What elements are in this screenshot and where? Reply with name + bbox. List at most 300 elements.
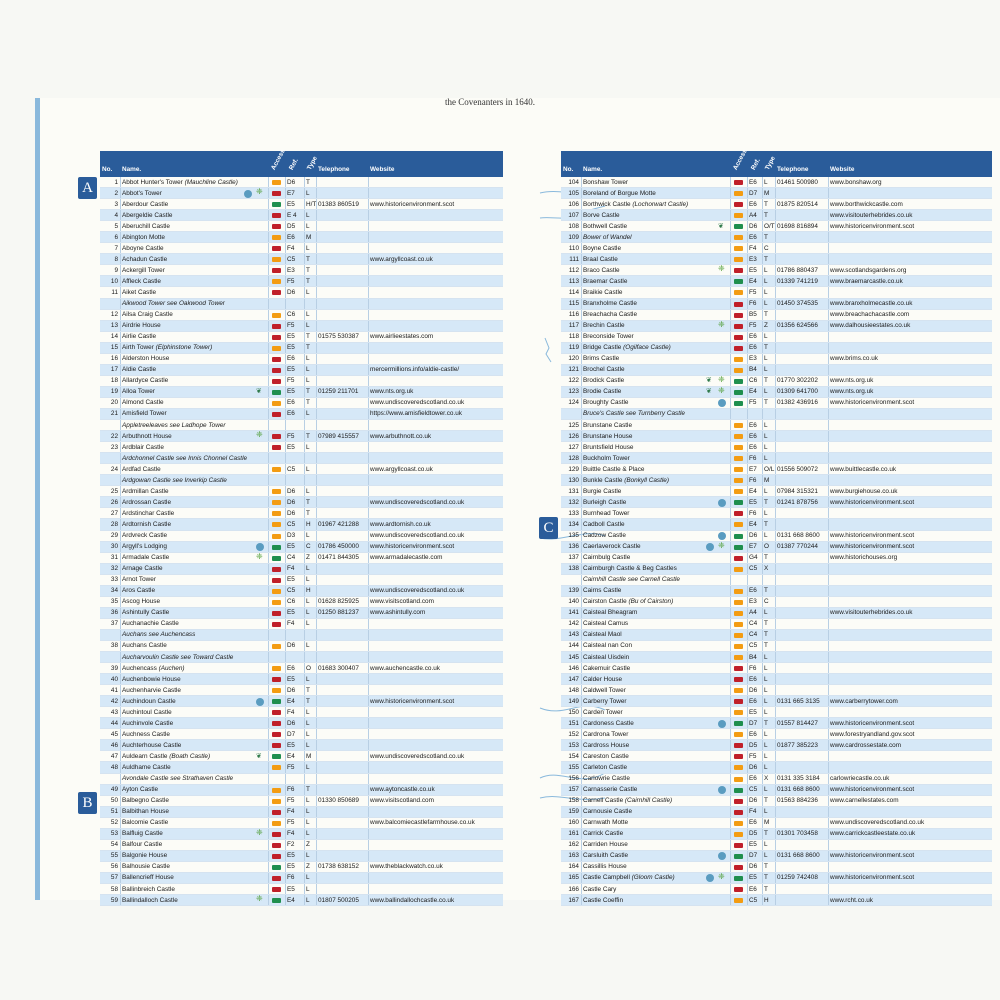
access-indicator (272, 235, 281, 240)
table-row (100, 321, 503, 332)
column-divider (304, 276, 305, 286)
column-divider (730, 762, 731, 772)
column-divider (120, 751, 121, 761)
castle-type: L (764, 675, 768, 683)
website-link[interactable]: www.historicenvironment.scot (370, 697, 455, 705)
map-ref: E5 (287, 576, 295, 584)
website-link[interactable]: www.undiscoveredscotland.co.uk (370, 752, 465, 760)
table-row (561, 740, 992, 751)
row-number: 150 (568, 708, 579, 716)
column-divider (368, 597, 369, 607)
website-link[interactable]: www.visitscotland.com (370, 598, 434, 606)
castle-alt-name: (Auchen) (158, 664, 185, 672)
column-divider (828, 729, 829, 739)
website-link[interactable]: www.arbuthnott.co.uk (370, 432, 432, 440)
column-divider (581, 508, 582, 518)
website-link[interactable]: www.visitscotland.com (370, 797, 434, 805)
website-link[interactable]: www.historicenvironment.scot (830, 852, 915, 860)
map-ref: F5 (749, 322, 757, 330)
castle-name (583, 488, 728, 497)
castle-type: L (306, 598, 310, 606)
column-divider (762, 210, 763, 220)
row-number: 24 (110, 465, 118, 473)
castle-name (583, 201, 728, 210)
website-link[interactable]: www.carrickcastleestate.co.uk (830, 830, 916, 838)
telephone: 01557 814427 (777, 719, 818, 727)
column-divider (747, 210, 748, 220)
table-row (100, 365, 503, 376)
table-row (100, 310, 503, 321)
castle-name (122, 819, 266, 828)
map-ref: F5 (749, 399, 757, 407)
website-link[interactable]: www.argyllcoast.co.uk (370, 465, 433, 473)
row-number: 145 (568, 653, 579, 661)
castle-name-text: Amisfield Tower (122, 410, 167, 418)
castle-type: T (764, 399, 768, 407)
column-divider (775, 740, 776, 750)
column-divider (368, 442, 369, 452)
castle-alt-name: (Elphinstone Tower) (155, 344, 213, 352)
column-divider (747, 840, 748, 850)
column-divider (316, 431, 317, 441)
castle-type: L (764, 432, 768, 440)
column-divider (304, 696, 305, 706)
column-divider (304, 210, 305, 220)
column-divider (775, 851, 776, 861)
map-ref: F5 (287, 819, 295, 827)
column-divider (775, 354, 776, 364)
website-link[interactable]: www.visitouterhebrides.co.uk (830, 609, 913, 617)
map-ref: E4 (287, 896, 295, 904)
telephone: 01450 374535 (777, 300, 818, 308)
table-row (100, 254, 503, 265)
table-row (100, 287, 503, 298)
table-row (561, 707, 992, 718)
row-number: 22 (110, 432, 118, 440)
castle-type: L (764, 653, 768, 661)
column-divider (304, 420, 305, 430)
column-divider (120, 210, 121, 220)
castle-name (122, 543, 266, 552)
column-divider (120, 740, 121, 750)
header-website: Website (830, 166, 855, 173)
castle-alt-name: Ardgowan Castle see Inverkip Castle (122, 476, 227, 484)
website-link[interactable]: www.visitouterhebrides.co.uk (830, 211, 913, 219)
column-divider (285, 862, 286, 872)
website-link[interactable]: www.burgiehouse.co.uk (830, 487, 898, 495)
column-divider (581, 442, 582, 452)
row-number: 10 (110, 277, 118, 285)
table-row (100, 354, 503, 365)
castle-type: T (306, 333, 310, 341)
table-row (561, 254, 992, 265)
column-divider (304, 674, 305, 684)
map-ref: C6 (749, 377, 758, 385)
castle-name (583, 355, 728, 364)
castle-type: T (764, 587, 768, 595)
column-divider (304, 663, 305, 673)
castle-type: L (306, 222, 310, 230)
row-number: 130 (568, 476, 579, 484)
website-link[interactable]: www.borthwickcastle.com (830, 200, 903, 208)
website-link[interactable]: www.braemarcastle.co.uk (830, 277, 903, 285)
row-number: 135 (568, 532, 579, 539)
row-number: 13 (110, 322, 118, 330)
column-divider (368, 210, 369, 220)
column-divider (268, 442, 269, 452)
column-divider (828, 652, 829, 662)
website-link[interactable]: www.cardrossestate.com (830, 741, 902, 749)
castle-name-text: Alloa Tower (122, 388, 155, 396)
column-divider (285, 398, 286, 408)
column-divider (316, 299, 317, 309)
column-divider (268, 287, 269, 297)
column-divider (285, 365, 286, 375)
column-divider (368, 254, 369, 264)
row-number: 33 (110, 576, 118, 584)
column-divider (268, 420, 269, 430)
website-link[interactable]: www.historicenvironment.scot (830, 874, 915, 882)
row-number: 138 (568, 565, 579, 573)
website-link[interactable]: www.undiscoveredscotland.co.uk (370, 532, 465, 539)
column-divider (581, 343, 582, 353)
access-indicator (272, 688, 281, 693)
castle-type: L (306, 620, 310, 628)
website-link[interactable]: www.nts.org.uk (830, 388, 874, 396)
map-ref: F5 (287, 277, 295, 285)
castle-name-text: Aiket Castle (122, 288, 157, 296)
column-divider (120, 276, 121, 286)
row-number: 142 (568, 620, 579, 628)
column-divider (775, 442, 776, 452)
table-row (100, 542, 503, 553)
access-indicator (734, 511, 743, 516)
column-divider (828, 619, 829, 629)
column-divider (285, 840, 286, 850)
column-divider (120, 862, 121, 872)
column-divider (285, 564, 286, 574)
castle-name-text: Auchterhouse Castle (122, 741, 182, 749)
website-link[interactable]: www.undiscoveredscotland.co.uk (370, 498, 465, 506)
website-link[interactable]: www.historicenvironment.scot (830, 543, 915, 551)
castle-type: L (764, 763, 768, 771)
column-divider (828, 829, 829, 839)
column-divider (285, 475, 286, 485)
column-divider (285, 762, 286, 772)
website-link[interactable]: www.rcht.co.uk (830, 896, 873, 904)
row-number: 31 (110, 554, 118, 562)
access-indicator (272, 279, 281, 284)
column-divider (762, 707, 763, 717)
column-divider (762, 254, 763, 264)
column-divider (747, 519, 748, 529)
column-divider (268, 762, 269, 772)
castle-name (122, 863, 266, 872)
castle-alt-name: Bruce's Castle see Turnberry Castle (583, 410, 685, 418)
column-divider (285, 254, 286, 264)
castle-name-text: Braemar Castle (583, 277, 628, 285)
website-link[interactable]: www.brims.co.uk (830, 355, 878, 363)
website-link[interactable]: www.historicenvironment.scot (830, 719, 915, 727)
column-divider (828, 641, 829, 651)
row-number: 167 (568, 896, 579, 904)
map-ref: C5 (749, 565, 758, 573)
column-divider (304, 376, 305, 386)
column-divider (775, 729, 776, 739)
website-link[interactable]: www.ardtornish.co.uk (370, 520, 431, 528)
row-number: 106 (568, 200, 579, 208)
column-divider (747, 387, 748, 397)
column-divider (581, 409, 582, 419)
telephone: 01563 884236 (777, 797, 818, 805)
column-divider (304, 851, 305, 861)
castle-type: L (306, 366, 310, 374)
castle-name-text: Breconside Tower (583, 333, 634, 341)
column-divider (316, 597, 317, 607)
website-link[interactable]: www.historicenvironment.scot (370, 200, 455, 208)
map-ref: F4 (749, 244, 757, 252)
castle-name-text: Auchanachie Castle (122, 620, 179, 628)
column-divider (775, 365, 776, 375)
castle-name-text: Aros Castle (122, 587, 156, 595)
column-divider (316, 254, 317, 264)
website-link[interactable]: www.scotlandsgardens.org (830, 266, 907, 274)
castle-type: T (306, 178, 310, 186)
column-divider (775, 276, 776, 286)
website-link[interactable]: www.ballindallochcastle.co.uk (370, 896, 455, 904)
website-link[interactable]: www.nts.org.uk (830, 377, 874, 385)
map-ref: B5 (749, 311, 757, 319)
website-link[interactable]: www.historichouses.org (830, 554, 898, 562)
green-flower-icon: ❈ (718, 540, 725, 550)
column-divider (828, 630, 829, 640)
website-link[interactable]: www.undiscoveredscotland.co.uk (830, 819, 925, 827)
access-indicator (734, 688, 743, 693)
website-link[interactable]: www.historicenvironment.scot (830, 222, 915, 230)
column-divider (285, 486, 286, 496)
map-ref: F5 (749, 752, 757, 760)
column-divider (285, 310, 286, 320)
column-divider (581, 685, 582, 695)
map-ref: B4 (749, 366, 757, 374)
castle-type: T (764, 830, 768, 838)
website-link[interactable]: www.historicenvironment.scot (830, 532, 915, 539)
castle-type: T (764, 211, 768, 219)
column-divider (268, 276, 269, 286)
website-link[interactable]: www.forestryandland.gov.scot (830, 730, 915, 738)
website-link[interactable]: www.auchencastle.co.uk (370, 664, 440, 672)
column-divider (268, 619, 269, 629)
website-link[interactable]: www.ashintully.com (370, 609, 426, 617)
website-link[interactable]: www.armadalecastle.com (370, 554, 443, 562)
column-divider (285, 221, 286, 231)
website-link[interactable]: www.branxholmecastle.co.uk (830, 300, 913, 308)
castle-name-text: Branxholme Castle (583, 300, 637, 308)
column-divider (368, 762, 369, 772)
castle-name (122, 477, 266, 486)
column-divider (581, 696, 582, 706)
column-divider (762, 884, 763, 894)
column-divider (730, 862, 731, 872)
website-link[interactable]: www.undiscoveredscotland.co.uk (370, 399, 465, 407)
castle-type: L (306, 443, 310, 451)
column-divider (730, 475, 731, 485)
castle-alt-name: (Bonkyll Castle) (624, 476, 669, 484)
castle-name-text: Borve Castle (583, 211, 620, 219)
castle-name-text: Braco Castle (583, 266, 620, 274)
column-divider (762, 862, 763, 872)
row-number: 21 (110, 410, 118, 418)
castle-name (583, 399, 728, 408)
column-divider (747, 265, 748, 275)
column-divider (747, 597, 748, 607)
map-ref: C5 (287, 255, 296, 263)
column-divider (368, 276, 369, 286)
row-number: 146 (568, 664, 579, 672)
column-divider (581, 199, 582, 209)
castle-name-text: Boyne Castle (583, 244, 622, 252)
table-row (561, 873, 992, 884)
column-divider (828, 840, 829, 850)
column-divider (828, 409, 829, 419)
website-link[interactable]: www.historicenvironment.scot (830, 399, 915, 407)
website-link[interactable]: www.bonshaw.org (830, 178, 882, 186)
website-link[interactable]: carlowriecastle.co.uk (830, 775, 890, 783)
column-divider (581, 740, 582, 750)
column-divider (120, 707, 121, 717)
website-link[interactable]: www.aytoncastle.co.uk (370, 786, 435, 794)
castle-type: L (306, 675, 310, 683)
website-link[interactable]: www.historicenvironment.scot (830, 786, 915, 794)
map-ref: E5 (287, 333, 295, 341)
column-divider (285, 542, 286, 552)
castle-name (583, 344, 728, 353)
castle-alt-name: Avondale Castle see Strathaven Castle (122, 775, 234, 783)
website-link[interactable]: www.airlieestates.com (370, 333, 434, 341)
castle-type: L (764, 355, 768, 363)
column-divider (285, 243, 286, 253)
column-divider (304, 453, 305, 463)
column-divider (747, 873, 748, 883)
castle-name (122, 289, 266, 298)
map-ref: D7 (287, 730, 296, 738)
website-link[interactable]: www.theblackwatch.co.uk (370, 863, 443, 871)
column-divider (120, 332, 121, 342)
column-divider (316, 310, 317, 320)
website-link[interactable]: www.undiscoveredscotland.co.uk (370, 587, 465, 595)
access-indicator (272, 589, 281, 594)
map-ref: F5 (749, 288, 757, 296)
column-divider (828, 431, 829, 441)
table-row (561, 431, 992, 442)
website-link[interactable]: www.balcomiecastlefarmhouse.co.uk (370, 819, 475, 827)
column-divider (730, 542, 731, 552)
column-divider (828, 575, 829, 585)
website-link[interactable]: www.historicenvironment.scot (830, 498, 915, 506)
column-divider (316, 409, 317, 419)
website-link[interactable]: www.carnellestates.com (830, 797, 899, 805)
green-flower-icon: ❈ (256, 430, 263, 440)
table-row (100, 829, 503, 840)
column-divider (747, 376, 748, 386)
column-divider (775, 453, 776, 463)
row-number: 27 (110, 509, 118, 517)
castle-name (122, 886, 266, 895)
website-link[interactable]: www.breachachacastle.com (830, 311, 910, 319)
website-link[interactable]: www.historicenvironment.scot (370, 543, 455, 551)
website-link[interactable]: www.carberrytower.com (830, 697, 898, 705)
column-divider (762, 785, 763, 795)
section-marker-a: A (78, 177, 97, 199)
column-divider (316, 210, 317, 220)
castle-name (583, 234, 728, 243)
castle-name-text: Balbithan House (122, 808, 169, 816)
website-link[interactable]: www.buittlecastle.co.uk (830, 465, 897, 473)
column-divider (120, 376, 121, 386)
column-divider (304, 597, 305, 607)
column-divider (828, 188, 829, 198)
castle-name (122, 687, 266, 696)
column-divider (368, 243, 369, 253)
website-link[interactable]: www.dalhousieestates.co.uk (830, 322, 911, 330)
column-divider (285, 641, 286, 651)
castle-type: L (764, 708, 768, 716)
column-divider (828, 608, 829, 618)
row-number: 7 (114, 244, 118, 252)
castle-name (122, 201, 266, 210)
website-link[interactable]: www.nts.org.uk (370, 388, 414, 396)
column-divider (285, 873, 286, 883)
telephone: 01259 742408 (777, 874, 818, 882)
column-divider (828, 707, 829, 717)
column-divider (828, 696, 829, 706)
castle-name-text: Bothwell Castle (583, 222, 628, 230)
column-divider (316, 553, 317, 563)
column-divider (762, 553, 763, 563)
table-row (561, 265, 992, 276)
column-divider (828, 343, 829, 353)
access-indicator (734, 423, 743, 428)
table-row (100, 409, 503, 420)
column-divider (316, 453, 317, 463)
website-link[interactable]: https://www.amisfieldtower.co.uk (370, 410, 462, 418)
column-divider (368, 321, 369, 331)
map-ref: E5 (287, 443, 295, 451)
row-number: 110 (568, 244, 579, 252)
castle-name (583, 731, 728, 740)
access-indicator (734, 235, 743, 240)
column-divider (581, 321, 582, 331)
map-ref: D6 (749, 763, 758, 771)
castle-type: C (764, 598, 769, 606)
column-divider (120, 851, 121, 861)
access-indicator (272, 534, 281, 539)
header-name: Name. (122, 166, 142, 173)
website-link[interactable]: www.argyllcoast.co.uk (370, 255, 433, 263)
castle-name (122, 808, 266, 817)
castle-type: M (306, 752, 312, 760)
table-row (561, 287, 992, 298)
table-row (561, 210, 992, 221)
column-divider (762, 564, 763, 574)
column-divider (775, 553, 776, 563)
map-ref: F6 (749, 509, 757, 517)
website-link[interactable]: mercermillions.info/aldie-castle/ (370, 366, 460, 374)
column-divider (316, 475, 317, 485)
column-divider (730, 895, 731, 905)
telephone: 01250 881237 (318, 609, 359, 617)
row-number: 32 (110, 565, 118, 573)
